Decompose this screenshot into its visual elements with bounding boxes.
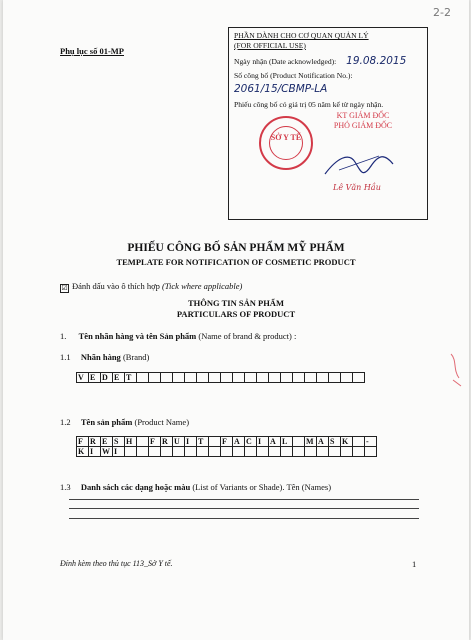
brand-letter-grid [76, 372, 365, 383]
product-r2-cell [209, 447, 221, 457]
product-letter-grid [76, 436, 377, 457]
item-1-2-heading [60, 417, 189, 427]
product-r1-cell: A [317, 437, 329, 447]
annex-label: Phụ lục số 01-MP [60, 46, 124, 56]
brand-row [77, 373, 365, 383]
product-r2-cell [221, 447, 233, 457]
brand-cell [221, 373, 233, 383]
tick-text: Đánh dấu vào ô thích hợp [72, 281, 160, 291]
tick-text-en: (Tick where applicable) [161, 281, 243, 291]
variant-line-2 [69, 508, 419, 509]
product-r1-cell: R [161, 437, 173, 447]
product-r1-cell: T [197, 437, 209, 447]
product-r1-cell: F [221, 437, 233, 447]
product-r2-cell [341, 447, 353, 457]
item-1-number: 1. [60, 331, 67, 341]
tick-instruction [60, 281, 242, 293]
variant-line-3 [69, 518, 419, 519]
checked-box-icon: ☑ [61, 284, 68, 292]
brand-cell [209, 373, 221, 383]
brand-cell [329, 373, 341, 383]
seal-center-text: SỞ Y TẾ [269, 126, 303, 160]
product-r1-cell: S [113, 437, 125, 447]
item-1-3-rest: (List of Variants or Shade). Tên (Names) [190, 482, 332, 492]
product-r2-cell [281, 447, 293, 457]
product-r2-cell: W [101, 447, 113, 457]
variant-line-1 [69, 499, 419, 500]
product-r2-cell [269, 447, 281, 457]
item-1-3-number: 1.3 [60, 482, 71, 492]
notification-value: 2061/15/CBMP-LA [234, 83, 328, 95]
brand-cell [245, 373, 257, 383]
item-1-2-rest: (Product Name) [132, 417, 190, 427]
official-seal-stamp [259, 116, 313, 170]
product-r1-cell: L [281, 437, 293, 447]
brand-cell [149, 373, 161, 383]
product-r2-cell [353, 447, 365, 457]
item-1-3-heading [60, 482, 331, 492]
brand-cell [353, 373, 365, 383]
page-number: 1 [412, 559, 417, 569]
product-r2-cell: I [113, 447, 125, 457]
product-r2-cell [137, 447, 149, 457]
page-corner-mark: 2-2 [433, 6, 451, 19]
product-r1-cell [353, 437, 365, 447]
product-r2-cell [293, 447, 305, 457]
product-r1-cell: A [269, 437, 281, 447]
product-r1-cell: F [149, 437, 161, 447]
item-1-2-number: 1.2 [60, 417, 71, 427]
item-1-1-rest: (Brand) [120, 352, 150, 362]
footer-note: Đính kèm theo thủ tục 113_Sở Y tế. [60, 559, 173, 568]
validity-note: Phiếu công bố có giá trị 05 năm kể từ ngày nhận. [234, 100, 384, 109]
item-1-rest: (Name of brand & product) : [196, 331, 297, 341]
product-r1-cell: H [125, 437, 137, 447]
brand-cell [317, 373, 329, 383]
brand-cell [137, 373, 149, 383]
product-r1-cell [209, 437, 221, 447]
section-title-vi: THÔNG TIN SẢN PHẨM [188, 298, 284, 308]
brand-cell: E [89, 373, 101, 383]
product-r2-cell [197, 447, 209, 457]
product-r2-cell [149, 447, 161, 457]
product-r1-cell: U [173, 437, 185, 447]
brand-cell [341, 373, 353, 383]
brand-cell [281, 373, 293, 383]
product-r2-cell [329, 447, 341, 457]
product-r1-cell: - [365, 437, 377, 447]
product-r1-cell [137, 437, 149, 447]
item-1-1-number: 1.1 [60, 352, 71, 362]
product-r1-cell: C [245, 437, 257, 447]
product-r2-cell: I [89, 447, 101, 457]
brand-cell [293, 373, 305, 383]
product-r1-cell: F [77, 437, 89, 447]
product-r1-cell [293, 437, 305, 447]
brand-cell [161, 373, 173, 383]
item-1-1-bold: Nhãn hàng [80, 352, 121, 362]
signer-titles [321, 111, 405, 131]
product-r2-cell [125, 447, 137, 457]
brand-cell [257, 373, 269, 383]
product-r1-cell: M [305, 437, 317, 447]
item-1-2-bold: Tên sản phẩm [80, 417, 133, 427]
product-r2-cell [365, 447, 377, 457]
product-r2-cell [161, 447, 173, 457]
product-r2-cell [257, 447, 269, 457]
signer-title-2: PHÓ GIÁM ĐỐC [333, 121, 393, 130]
side-stamp-mark [449, 350, 463, 390]
product-r1-cell: A [233, 437, 245, 447]
item-1-heading [60, 331, 296, 341]
product-row-2 [77, 447, 377, 457]
product-r1-cell: R [89, 437, 101, 447]
brand-cell: V [77, 373, 89, 383]
product-r2-cell [245, 447, 257, 457]
product-r1-cell: I [257, 437, 269, 447]
notification-label: Số công bố (Product Notification No.): [234, 71, 353, 80]
item-1-3-bold: Danh sách các dạng hoặc màu [80, 482, 191, 492]
product-r2-cell [305, 447, 317, 457]
product-r2-cell [185, 447, 197, 457]
date-value: 19.08.2015 [346, 55, 407, 67]
brand-cell: D [101, 373, 113, 383]
handwritten-signature [319, 148, 399, 182]
product-r1-cell: E [101, 437, 113, 447]
product-r2-cell [233, 447, 245, 457]
product-r1-cell: K [341, 437, 353, 447]
signer-name: Lê Văn Hầu [333, 183, 381, 192]
official-use-box [228, 27, 428, 220]
document-title-vi: PHIẾU CÔNG BỐ SẢN PHẨM MỸ PHẨM [127, 242, 345, 254]
brand-cell [197, 373, 209, 383]
brand-cell [233, 373, 245, 383]
official-header-en: (FOR OFFICIAL USE) [234, 41, 306, 50]
date-acknowledged-row [234, 55, 406, 68]
signer-title-1: KT GIÁM ĐỐC [336, 111, 390, 120]
official-header-vi: PHẦN DÀNH CHO CƠ QUAN QUẢN LÝ [234, 31, 369, 40]
brand-cell [269, 373, 281, 383]
product-r1-cell: S [329, 437, 341, 447]
brand-cell: E [113, 373, 125, 383]
date-label: Ngày nhận (Date acknowledged): [234, 57, 337, 66]
document-page [3, 0, 469, 640]
product-r1-cell: I [185, 437, 197, 447]
brand-cell [305, 373, 317, 383]
brand-cell: T [125, 373, 137, 383]
item-1-bold: Tên nhãn hàng và tên Sản phẩm [78, 331, 197, 341]
product-row-1 [77, 437, 377, 447]
item-1-1-heading [60, 352, 149, 362]
product-r2-cell [173, 447, 185, 457]
product-r2-cell [317, 447, 329, 457]
brand-cell [173, 373, 185, 383]
brand-cell [185, 373, 197, 383]
section-title-en: PARTICULARS OF PRODUCT [176, 309, 296, 319]
product-r2-cell: K [77, 447, 89, 457]
document-title-en: TEMPLATE FOR NOTIFICATION OF COSMETIC PRODUCT [116, 257, 356, 267]
